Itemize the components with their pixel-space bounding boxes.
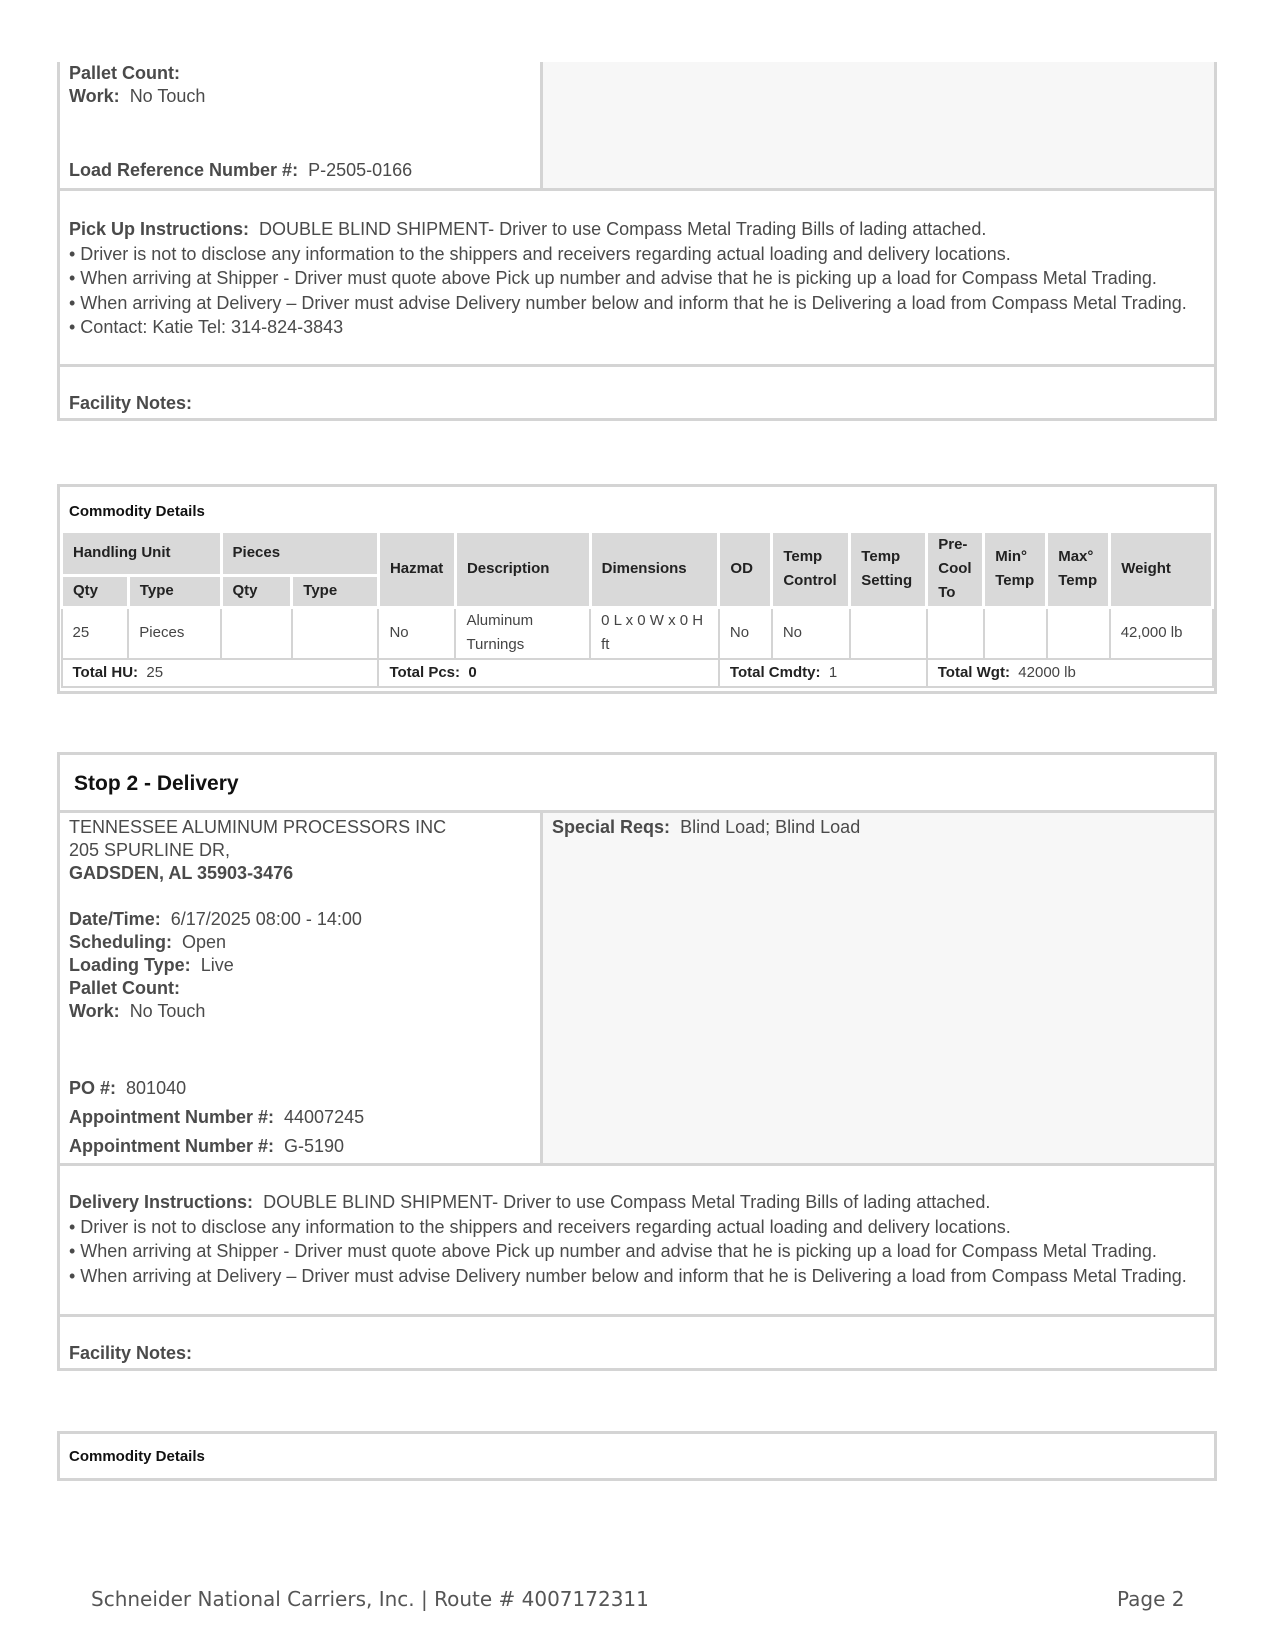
cell-hazmat: No [378, 607, 455, 659]
delivery-stop-header [57, 752, 1217, 813]
handling-unit-header: Handling Unit [62, 533, 222, 575]
table-row [62, 607, 1213, 659]
datetime-row: Date/Time: 6/17/2025 08:00 - 14:00 [69, 909, 362, 929]
appointment-row: Appointment Number #: 44007245 [69, 1107, 365, 1127]
pickup-facility-notes [57, 364, 1217, 421]
temp-setting-header: Temp Setting [850, 533, 927, 607]
work-value: No Touch [129, 86, 206, 106]
appointment-value: G-5190 [284, 1136, 345, 1156]
commodity-details-title: Commodity Details [69, 503, 205, 520]
pickup-instructions-first: Pick Up Instructions: DOUBLE BLIND SHIPMENT- Driver to use Compass Metal Trading Bills of lading attached. [69, 219, 987, 239]
scheduling-row: Scheduling: Open [69, 932, 227, 952]
appointment-value: 44007245 [284, 1107, 365, 1127]
load-reference-value: P-2505-0166 [308, 160, 413, 180]
commodity-table [60, 533, 1214, 688]
pallet-count-row [69, 62, 180, 84]
work-row [69, 85, 205, 107]
hazmat-header: Hazmat [378, 533, 455, 607]
instruction-line: • When arriving at Shipper - Driver must quote above Pick up number and advise that he is picking up a load for Compass Metal Trading. [69, 268, 1157, 288]
commodity-details-table [57, 484, 1217, 694]
loading-type-value: Live [200, 955, 234, 975]
cell-dimensions: 0 L x 0 W x 0 H ft [590, 607, 719, 659]
total-hu: Total HU: 25 [62, 659, 379, 687]
pieces-type-header: Type [292, 575, 379, 607]
cell-pre-cool-to [927, 607, 984, 659]
work-label: Work: [69, 86, 120, 106]
min-temp-header: Min° Temp [984, 533, 1047, 607]
instruction-line: • Contact: Katie Tel: 314-824-3843 [69, 317, 344, 337]
po-row: PO #: 801040 [69, 1078, 187, 1098]
load-reference-row [69, 159, 412, 181]
work-value: No Touch [129, 1001, 206, 1021]
cell-temp-setting [850, 607, 927, 659]
work-row: Work: No Touch [69, 1001, 206, 1021]
pickup-stop-details [57, 62, 1217, 192]
pieces-qty-header: Qty [221, 575, 292, 607]
delivery-instructions-label: Delivery Instructions: [69, 1192, 254, 1212]
pickup-instructions-label: Pick Up Instructions: [69, 219, 250, 239]
load-reference-label: Load Reference Number #: [69, 160, 299, 180]
pickup-right-panel [540, 62, 1214, 189]
delivery-instructions-first: Delivery Instructions: DOUBLE BLIND SHIPMENT- Driver to use Compass Metal Trading Bills of lading attached. [69, 1192, 991, 1212]
weight-header: Weight [1110, 533, 1213, 607]
delivery-right-panel [540, 813, 1214, 1163]
cell-weight: 42,000 lb [1110, 607, 1213, 659]
total-cmdty: Total Cmdty: 1 [719, 659, 927, 687]
pieces-header: Pieces [221, 533, 378, 575]
instruction-line: • Driver is not to disclose any information to the shippers and receivers regarding actual loading and delivery locations. [69, 243, 1011, 264]
hu-type-header: Type [128, 575, 221, 607]
temp-control-header: Temp Control [772, 533, 850, 607]
instruction-line: • When arriving at Delivery – Driver must advise Delivery number below and inform that he is Delivering a load from Compass Metal Trading. [69, 292, 1187, 313]
facility-notes-label: Facility Notes: [69, 1343, 193, 1363]
footer-route: Schneider National Carriers, Inc. | Route # 4007172311 [91, 1587, 649, 1611]
max-temp-header: Max° Temp [1047, 533, 1110, 607]
cell-description: Aluminum Turnings [455, 607, 590, 659]
cell-temp-control: No [772, 607, 850, 659]
instruction-line: • Driver is not to disclose any information to the shippers and receivers regarding actual loading and delivery locations. [69, 1216, 1011, 1237]
pallet-count-row: Pallet Count: [69, 978, 180, 998]
totals-row [62, 659, 1213, 687]
instruction-line: • When arriving at Shipper - Driver must quote above Pick up number and advise that he is picking up a load for Compass Metal Trading. [69, 1241, 1157, 1261]
city-state-zip: GADSDEN, AL 35903-3476 [69, 863, 294, 883]
delivery-facility-notes [57, 1314, 1217, 1371]
cell-pieces-qty [221, 607, 292, 659]
cell-od: No [719, 607, 772, 659]
pre-cool-to-header: Pre-Cool To [927, 533, 984, 607]
delivery-instructions [57, 1163, 1217, 1317]
instruction-line: • When arriving at Delivery – Driver must advise Delivery number below and inform that he is Delivering a load from Compass Metal Trading. [69, 1265, 1187, 1286]
street-address: 205 SPURLINE DR, [69, 840, 231, 860]
delivery-stop-details [57, 810, 1217, 1166]
appointment-row: Appointment Number #: G-5190 [69, 1136, 345, 1156]
cell-type: Pieces [128, 607, 221, 659]
cell-qty: 25 [62, 607, 129, 659]
po-value: 801040 [126, 1078, 187, 1098]
special-reqs-value: Blind Load; Blind Load [680, 817, 861, 837]
datetime-value: 6/17/2025 08:00 - 14:00 [170, 909, 362, 929]
cell-pieces-type [292, 607, 379, 659]
od-header: OD [719, 533, 772, 607]
description-header: Description [455, 533, 590, 607]
total-wgt: Total Wgt: 42000 lb [927, 659, 1213, 687]
cell-min-temp [984, 607, 1047, 659]
commodity-details-title: Commodity Details [69, 1448, 205, 1465]
special-reqs-row [552, 816, 860, 838]
cell-max-temp [1047, 607, 1110, 659]
hu-qty-header: Qty [62, 575, 129, 607]
footer-page-number: Page 2 [1117, 1587, 1185, 1611]
special-reqs-label: Special Reqs: [552, 817, 671, 837]
pickup-instructions [57, 188, 1217, 367]
commodity-details-table-2 [57, 1431, 1217, 1481]
company-name: TENNESSEE ALUMINUM PROCESSORS INC [69, 817, 447, 837]
dimensions-header: Dimensions [590, 533, 719, 607]
delivery-stop-title: Stop 2 - Delivery [74, 772, 239, 795]
total-pcs: Total Pcs: 0 [378, 659, 718, 687]
facility-notes-label: Facility Notes: [69, 393, 193, 413]
loading-type-row: Loading Type: Live [69, 955, 234, 975]
scheduling-value: Open [182, 932, 227, 952]
pallet-count-label: Pallet Count: [69, 63, 180, 83]
